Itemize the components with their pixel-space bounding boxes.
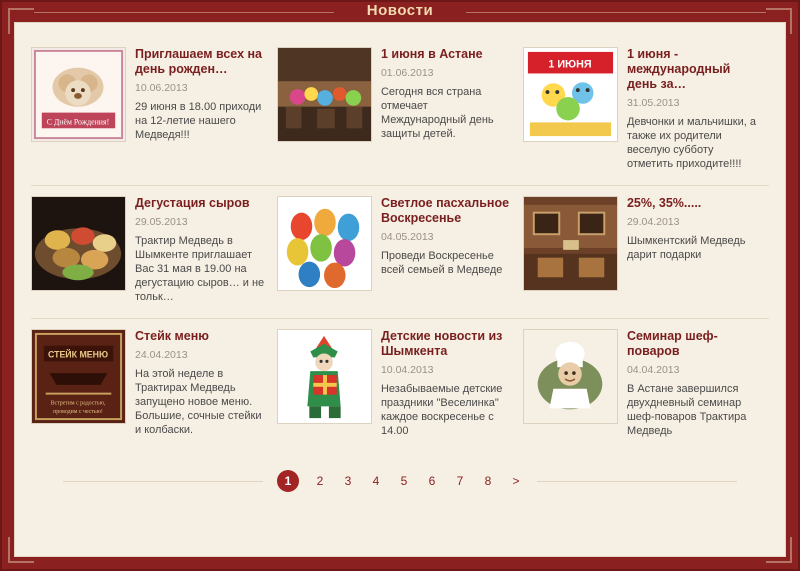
birthday-card-thumbnail[interactable] xyxy=(31,47,126,142)
news-title[interactable]: 25%, 35%..... xyxy=(626,196,702,210)
news-text xyxy=(627,196,759,304)
news-row xyxy=(31,37,769,186)
news-date: 01.06.2013 xyxy=(380,67,434,79)
pagination-page-2[interactable]: 2 xyxy=(316,474,324,488)
news-text xyxy=(135,196,267,304)
pagination-rule-left xyxy=(63,481,263,482)
news-date: 04.05.2013 xyxy=(380,231,434,243)
pagination xyxy=(15,452,785,506)
news-title[interactable]: Детские новости из Шымкента xyxy=(380,329,503,358)
pagination-page-3[interactable]: 3 xyxy=(344,474,352,488)
news-item[interactable] xyxy=(277,196,523,304)
news-body: Девчонки и мальчишки, а также их родители веселую субботу отметить приходите!!!! xyxy=(626,116,756,170)
news-text xyxy=(135,329,267,438)
news-text xyxy=(627,329,759,438)
news-item[interactable] xyxy=(31,196,277,304)
news-text xyxy=(381,196,513,304)
restaurant-interior-thumbnail[interactable] xyxy=(277,47,372,142)
news-body: Сегодня вся страна отмечает Международный день защиты детей. xyxy=(380,86,494,140)
news-title[interactable]: Приглашаем всех на день рожден… xyxy=(135,47,263,76)
pagination-page-7[interactable]: 7 xyxy=(456,474,464,488)
news-body: В Астане завершился двухдневный семинар шеф-поваров Трактира Медведь xyxy=(626,383,747,437)
pagination-next-button[interactable]: > xyxy=(512,474,520,488)
news-date: 29.05.2013 xyxy=(135,216,188,228)
news-title[interactable]: 1 июня - международный день за… xyxy=(626,47,731,91)
svg-text:1 ИЮНЯ: 1 ИЮНЯ xyxy=(548,58,592,71)
news-date: 04.04.2013 xyxy=(626,364,680,376)
svg-text:СТЕЙК МЕНЮ: СТЕЙК МЕНЮ xyxy=(47,349,109,360)
chef-cook-thumbnail[interactable] xyxy=(523,329,618,424)
pagination-rule-right xyxy=(537,481,737,482)
news-row xyxy=(31,186,769,319)
news-date: 29.04.2013 xyxy=(626,216,680,228)
news-body: 29 июня в 18.00 приходи на 12-летие нашего Медведя!!! xyxy=(135,101,262,141)
news-row xyxy=(31,319,769,452)
news-title[interactable]: Семинар шеф-поваров xyxy=(626,329,718,358)
news-date: 10.04.2013 xyxy=(380,364,434,376)
news-body: Проведи Воскресенье всей семьей в Медведе xyxy=(380,250,503,276)
pagination-page-4[interactable]: 4 xyxy=(372,474,380,488)
title-rule-right xyxy=(466,12,766,13)
news-item[interactable] xyxy=(277,329,523,438)
pagination-page-1[interactable]: 1 xyxy=(277,470,299,492)
news-title[interactable]: 1 июня в Астане xyxy=(380,47,483,61)
news-title[interactable]: Светлое пасхальное Воскресенье xyxy=(380,196,510,225)
news-date: 31.05.2013 xyxy=(626,97,680,109)
news-item[interactable] xyxy=(523,329,769,438)
news-body: Трактир Медведь в Шымкенте приглашает Вас 31 мая в 19.00 на дегустацию сыров… и не тольк… xyxy=(135,235,265,303)
pagination-page-8[interactable]: 8 xyxy=(484,474,492,488)
news-title[interactable]: Дегустация сыров xyxy=(135,196,250,210)
page-title: Новости xyxy=(366,2,434,19)
steak-menu-poster-thumbnail[interactable] xyxy=(31,329,126,424)
news-title[interactable]: Стейк меню xyxy=(135,329,209,343)
news-body: Незабываемые детские праздники "Веселинка" каждое воскресенье с 14.00 xyxy=(380,383,503,437)
news-body: На этой неделе в Трактирах Медведь запущено новое меню. Большие, сочные стейки и колбаски. xyxy=(135,368,262,436)
easter-eggs-thumbnail[interactable] xyxy=(277,196,372,291)
news-item[interactable] xyxy=(31,47,277,171)
pagination-page-6[interactable]: 6 xyxy=(428,474,436,488)
news-text xyxy=(627,47,759,171)
news-date: 10.06.2013 xyxy=(135,82,188,94)
title-rule-left xyxy=(34,12,334,13)
news-date: 24.04.2013 xyxy=(135,349,188,361)
june-first-poster-thumbnail[interactable] xyxy=(523,47,618,142)
svg-text:С Днём Рождения!: С Днём Рождения! xyxy=(46,117,110,127)
svg-text:проводим с честью!: проводим с честью! xyxy=(53,409,103,416)
news-text xyxy=(381,47,513,171)
news-body: Шымкентский Медведь дарит подарки xyxy=(626,235,746,261)
news-item[interactable] xyxy=(523,196,769,304)
news-item[interactable] xyxy=(523,47,769,171)
news-text xyxy=(135,47,267,171)
news-item[interactable] xyxy=(277,47,523,171)
news-grid xyxy=(15,23,785,452)
cheese-platter-thumbnail[interactable] xyxy=(31,196,126,291)
news-item[interactable] xyxy=(31,329,277,438)
clown-with-gift-thumbnail[interactable] xyxy=(277,329,372,424)
news-panel xyxy=(14,22,786,557)
pagination-page-5[interactable]: 5 xyxy=(400,474,408,488)
svg-text:Встретим с радостью,: Встретим с радостью, xyxy=(50,400,106,407)
restaurant-hall-thumbnail[interactable] xyxy=(523,196,618,291)
news-text xyxy=(381,329,513,438)
